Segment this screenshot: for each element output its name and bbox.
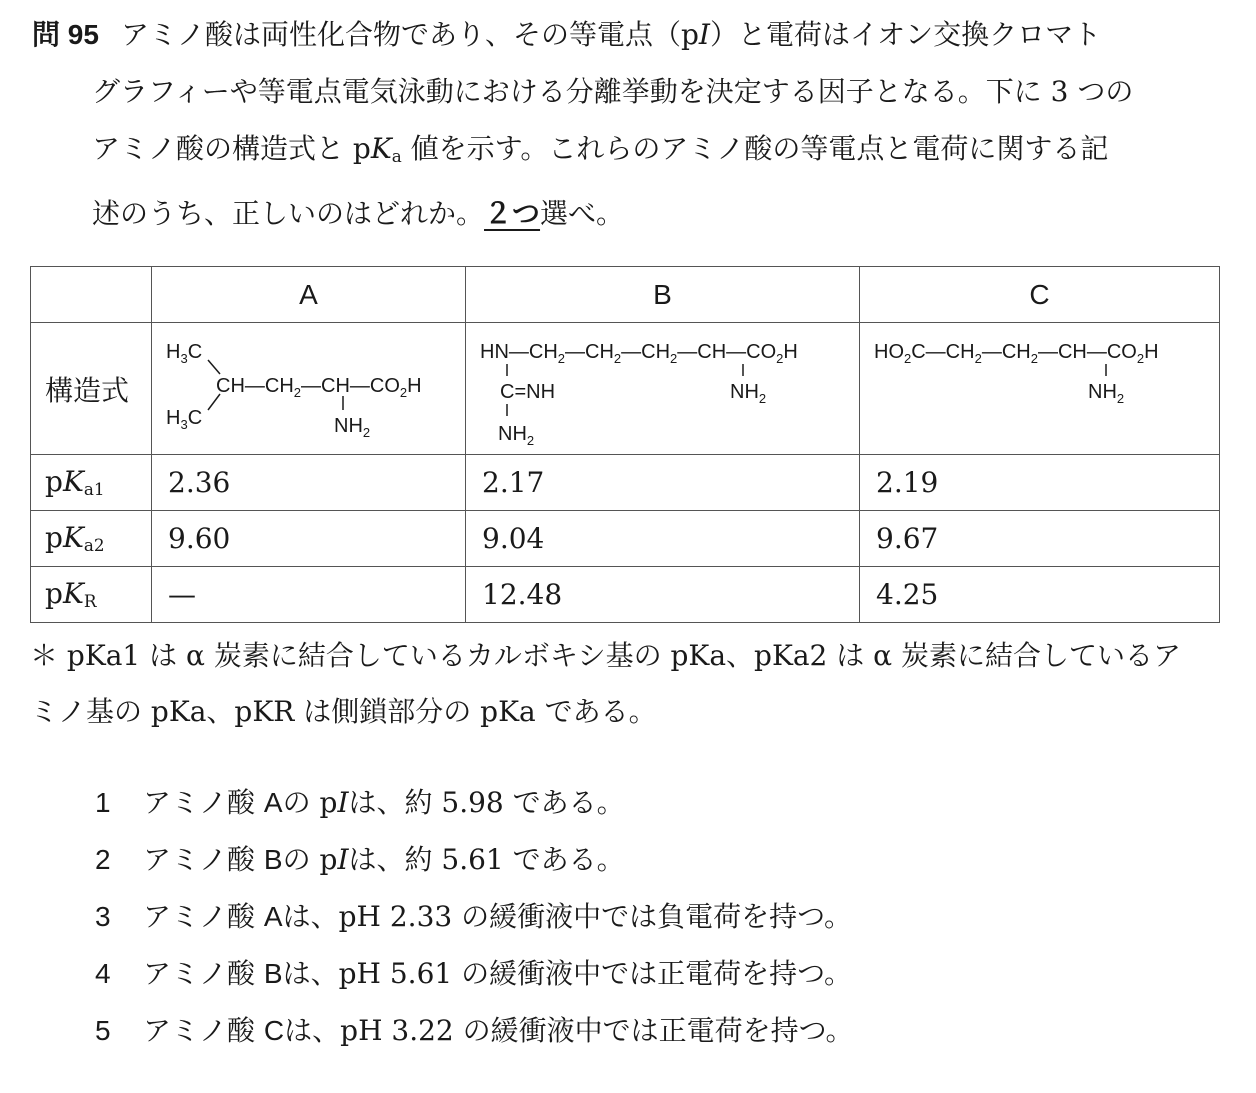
question-line-2: グラフィーや等電点電気泳動における分離挙動を決定する因子となる。下に 3 つの xyxy=(92,75,1134,108)
footnote-line-2: ミノ基の pKa、pKR は側鎖部分の pKa である。 xyxy=(30,695,657,728)
select-two-emphasis: ２つ xyxy=(484,198,541,230)
pka2-c: 9.67 xyxy=(860,511,1220,567)
choice-3[interactable]: 3 アミノ酸 Aは、pH 2.33 の緩衝液中では負電荷を持つ。 xyxy=(95,900,852,933)
table-corner xyxy=(31,267,152,323)
answer-choices xyxy=(95,774,854,1059)
table-footnote xyxy=(30,628,1230,740)
footnote-line-1: ＊ pKa1 は α 炭素に結合しているカルボキシ基の pKa、pKa2 は α 炭素に結合しているア xyxy=(30,639,1181,672)
structure-b-guanidine-c: C=NH xyxy=(500,380,556,403)
pkr-b: 12.48 xyxy=(466,567,860,623)
column-header-c: C xyxy=(860,267,1220,323)
choice-5[interactable]: 5 アミノ酸 Cは、pH 3.22 の緩衝液中では正電荷を持つ。 xyxy=(95,1014,854,1047)
pka2-a: 9.60 xyxy=(152,511,466,567)
pkr-a: — xyxy=(152,567,466,623)
structure-c-diagram xyxy=(860,324,1219,454)
question-line-3: アミノ酸の構造式と $pK_a$ 値を示す。これらのアミノ酸の等電点と電荷に関する記 xyxy=(92,132,1109,167)
question-number: 問 95 xyxy=(32,19,99,50)
structure-b-chain: $HN—CH_2—CH_2—CH_2—CH—CO_2H$ xyxy=(480,340,798,366)
structure-b xyxy=(466,323,860,455)
structure-a-h3c-top: $H_3C$ xyxy=(166,340,203,366)
question-line-4: 述のうち、正しいのはどれか。２つ選べ。 xyxy=(92,197,625,231)
structure-a xyxy=(152,323,466,455)
pka2-b: 9.04 xyxy=(466,511,860,567)
row-label-pka2: $pK_{a2}$ xyxy=(31,511,152,567)
structure-a-h3c-bottom: $H_3C$ xyxy=(166,406,203,432)
row-label-pkr: $pK_R$ xyxy=(31,567,152,623)
amino-acid-table xyxy=(30,266,1220,623)
structure-c-nh2: $NH_2$ xyxy=(1088,380,1125,406)
choice-2[interactable]: 2 アミノ酸 Bの pIは、約 5.61 である。 xyxy=(95,843,625,876)
structure-a-chain: $CH—CH_2—CH—CO_2H$ xyxy=(216,374,422,400)
structure-b-guanidine-nh2: $NH_2$ xyxy=(498,422,535,448)
structure-b-diagram xyxy=(466,324,859,454)
question-text: 問 95 アミノ酸は両性化合物であり、その等電点（pI）と電荷はイオン交換クロマト グラフィーや等電点電気泳動における分離挙動を決定する因子となる。下に 3 つの アミノ酸の構造式と $pK_a$ 値を示す。これらのアミノ酸の等電点と電荷に関する記 述のうち、正しいのはどれか。２つ選べ。 xyxy=(32,6,1232,242)
column-header-a: A xyxy=(152,267,466,323)
pka1-a: 2.36 xyxy=(152,455,466,511)
pka1-b: 2.17 xyxy=(466,455,860,511)
pkr-c: 4.25 xyxy=(860,567,1220,623)
row-label-structure: 構造式 xyxy=(31,323,152,455)
structure-a-diagram xyxy=(152,324,465,454)
row-label-pka1: $pK_{a1}$ xyxy=(31,455,152,511)
pka1-c: 2.19 xyxy=(860,455,1220,511)
column-header-b: B xyxy=(466,267,860,323)
structure-a-nh2: $NH_2$ xyxy=(334,414,371,440)
structure-c-chain: $HO_2C—CH_2—CH_2—CH—CO_2H$ xyxy=(874,340,1159,366)
choice-1[interactable]: 1 アミノ酸 Aの pIは、約 5.98 である。 xyxy=(95,786,625,819)
structure-c xyxy=(860,323,1220,455)
choice-4[interactable]: 4 アミノ酸 Bは、pH 5.61 の緩衝液中では正電荷を持つ。 xyxy=(95,957,852,990)
structure-b-nh2: $NH_2$ xyxy=(730,380,767,406)
